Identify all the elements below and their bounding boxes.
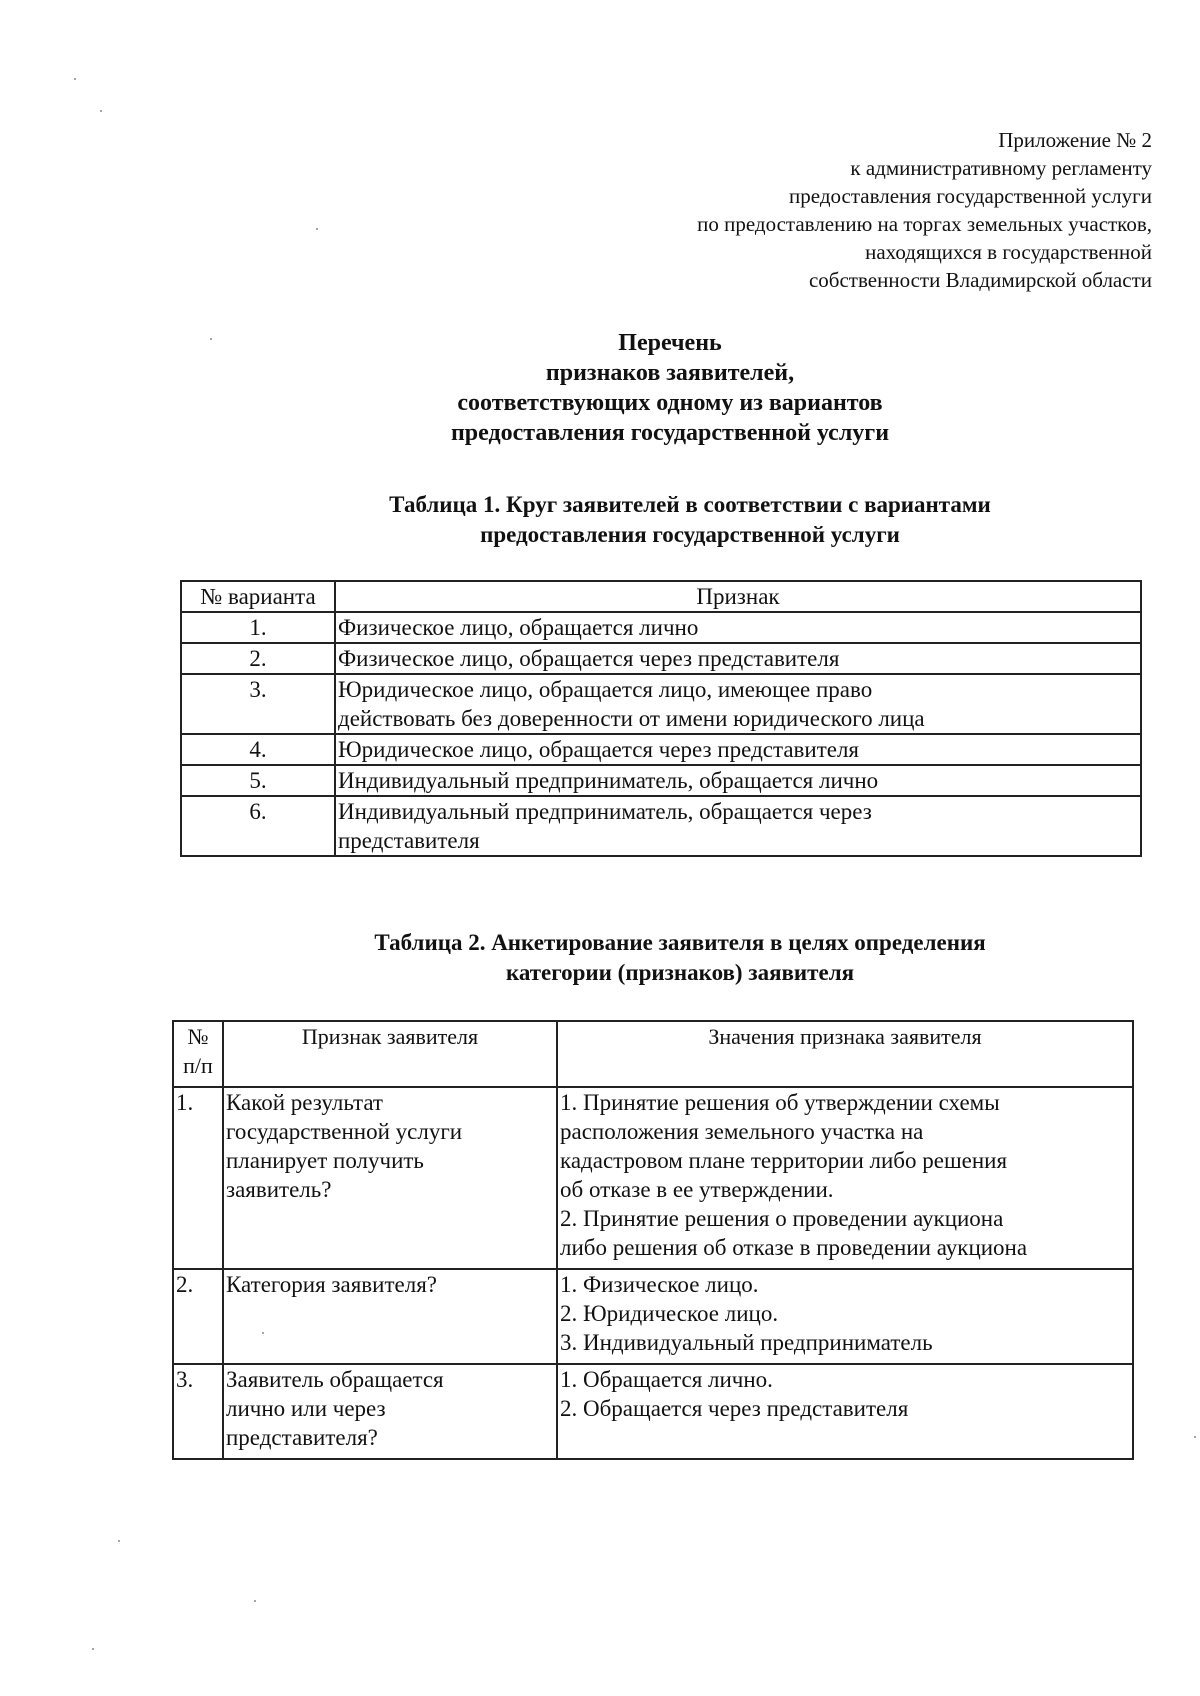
appendix-line: по предоставлению на торгах земельных участков,: [697, 212, 1152, 236]
question-cell: [223, 1087, 557, 1269]
table1-caption: [300, 490, 1080, 550]
title-line: предоставления государственной услуги: [450, 420, 890, 446]
cell-line: 1. Принятие решения об утверждении схемы: [560, 1090, 1000, 1115]
column-header-values: Значения признака заявителя: [557, 1021, 1133, 1087]
appendix-line: собственности Владимирской области: [808, 268, 1152, 292]
table-header-row: [181, 581, 1141, 612]
variant-number: 4.: [181, 734, 335, 765]
cell-line: Категория заявителя?: [226, 1272, 437, 1297]
question-cell: [223, 1364, 557, 1459]
table-row: [181, 765, 1141, 796]
cell-line: Какой результат: [226, 1090, 383, 1115]
table-row: [181, 612, 1141, 643]
variant-feature: [335, 674, 1141, 734]
cell-line: Заявитель обращается: [226, 1367, 444, 1392]
variant-number: 2.: [181, 643, 335, 674]
scan-speck: [262, 1332, 264, 1334]
scan-speck: [74, 78, 76, 80]
cell-line: 1. Физическое лицо.: [560, 1272, 759, 1297]
title-line: Перечень: [618, 330, 722, 356]
cell-line: об отказе в ее утверждении.: [560, 1177, 834, 1202]
cell-line: представителя?: [226, 1425, 378, 1450]
column-header-feature: Признак: [335, 581, 1141, 612]
cell-line: 3. Индивидуальный предприниматель: [560, 1330, 933, 1355]
scan-speck: [316, 228, 318, 230]
cell-line: государственной услуги: [226, 1119, 463, 1144]
cell-line: лично или через: [226, 1396, 386, 1421]
title-line: соответствующих одному из вариантов: [457, 390, 883, 416]
cell-line: расположения земельного участка на: [560, 1119, 924, 1144]
caption-line: категории (признаков) заявителя: [505, 960, 855, 985]
appendix-line: предоставления государственной услуги: [789, 184, 1152, 208]
values-cell: [557, 1269, 1133, 1364]
cell-line: планирует получить: [226, 1148, 424, 1173]
applicant-variants-table: [180, 580, 1142, 857]
table-row: [181, 643, 1141, 674]
values-cell: [557, 1087, 1133, 1269]
caption-line: Таблица 2. Анкетирование заявителя в целях определения: [374, 930, 986, 955]
variant-number: 5.: [181, 765, 335, 796]
appendix-line: к административному регламенту: [850, 156, 1152, 180]
scan-speck: [210, 338, 212, 340]
cell-line: 2. Юридическое лицо.: [560, 1301, 779, 1326]
header-line: №: [187, 1024, 209, 1049]
question-cell: [223, 1269, 557, 1364]
scan-speck: [100, 110, 102, 112]
cell-line: Физическое лицо, обращается лично: [338, 615, 699, 640]
cell-line: Индивидуальный предприниматель, обращается через: [338, 799, 872, 824]
variant-number: 1.: [181, 612, 335, 643]
table-row: [181, 734, 1141, 765]
row-number: 2.: [173, 1269, 223, 1364]
header-line: п/п: [183, 1053, 213, 1078]
cell-line: 2. Принятие решения о проведении аукциона: [560, 1206, 1004, 1231]
cell-line: либо решения об отказе в проведении аукциона: [560, 1235, 1028, 1260]
cell-line: Физическое лицо, обращается через представителя: [338, 646, 840, 671]
table-row: [181, 796, 1141, 856]
cell-line: Юридическое лицо, обращается через представителя: [338, 737, 860, 762]
cell-line: 2. Обращается через представителя: [560, 1396, 909, 1421]
variant-feature: [335, 734, 1141, 765]
variant-feature: [335, 765, 1141, 796]
variant-number: 6.: [181, 796, 335, 856]
scan-speck: [118, 1540, 120, 1542]
table2-caption: [290, 928, 1070, 988]
cell-line: представителя: [338, 828, 480, 853]
caption-line: предоставления государственной услуги: [480, 522, 900, 547]
variant-feature: [335, 796, 1141, 856]
title-line: признаков заявителей,: [545, 360, 795, 386]
table-row: [181, 674, 1141, 734]
cell-line: Юридическое лицо, обращается лицо, имеющее право: [338, 677, 873, 702]
column-header-question: Признак заявителя: [223, 1021, 557, 1087]
variant-feature: [335, 612, 1141, 643]
values-cell: [557, 1364, 1133, 1459]
appendix-header: [512, 126, 1152, 294]
scan-speck: [92, 1648, 94, 1650]
appendix-line: находящихся в государственной: [865, 240, 1152, 264]
cell-line: кадастровом плане территории либо решения: [560, 1148, 1008, 1173]
row-number: 1.: [173, 1087, 223, 1269]
row-number: 3.: [173, 1364, 223, 1459]
scan-speck: [254, 1600, 256, 1602]
column-header-variant: № варианта: [181, 581, 335, 612]
table-header-row: [173, 1021, 1133, 1087]
table-row: [173, 1364, 1133, 1459]
appendix-line: Приложение № 2: [998, 128, 1152, 152]
caption-line: Таблица 1. Круг заявителей в соответствии с вариантами: [389, 492, 991, 517]
cell-line: заявитель?: [226, 1177, 332, 1202]
cell-line: действовать без доверенности от имени юридического лица: [338, 706, 925, 731]
column-header-number: [173, 1021, 223, 1087]
variant-feature: [335, 643, 1141, 674]
cell-line: Индивидуальный предприниматель, обращается лично: [338, 768, 879, 793]
table-row: [173, 1269, 1133, 1364]
document-title: [380, 328, 960, 448]
scan-speck: [1194, 1436, 1196, 1438]
variant-number: 3.: [181, 674, 335, 734]
table-row: [173, 1087, 1133, 1269]
cell-line: 1. Обращается лично.: [560, 1367, 773, 1392]
applicant-questionnaire-table: [172, 1020, 1134, 1460]
